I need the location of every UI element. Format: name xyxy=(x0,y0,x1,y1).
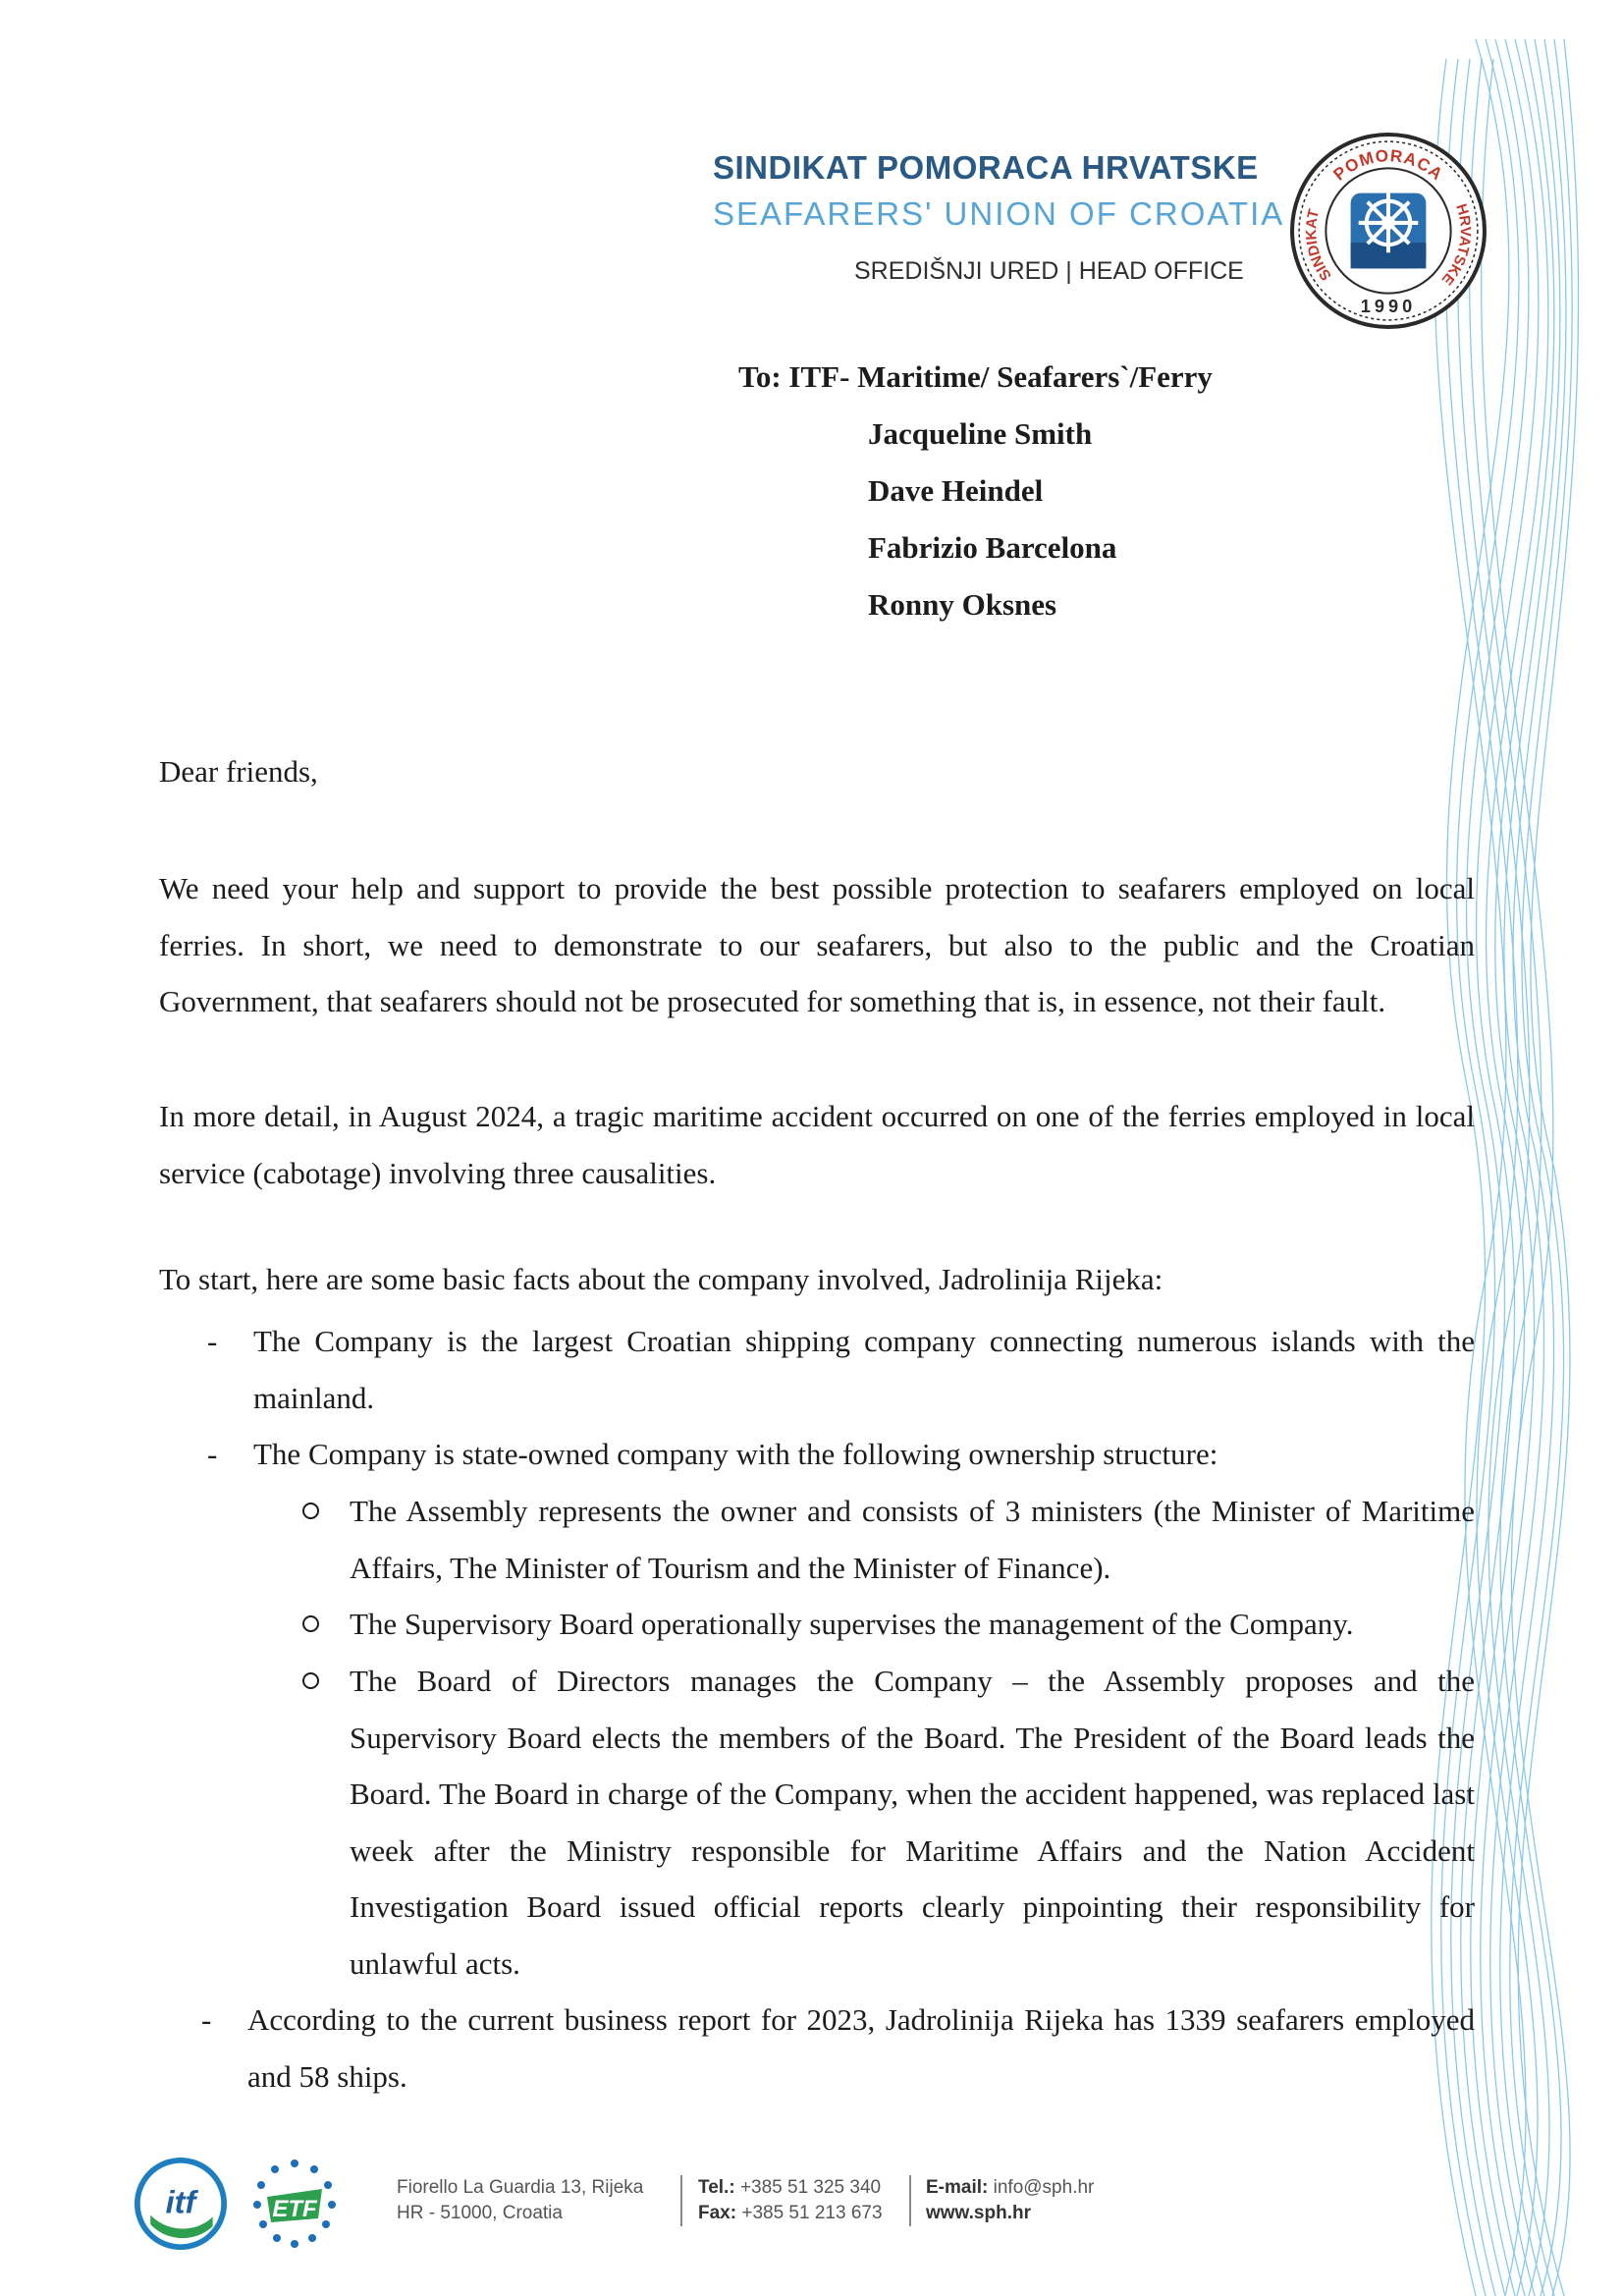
seal-right-text: HRVATSKE xyxy=(1437,201,1474,289)
recipient-name: Jacqueline Smith xyxy=(868,416,1093,451)
footer-contact xyxy=(926,2175,1094,2226)
recipient-name: Ronny Oksnes xyxy=(868,587,1057,622)
website-link[interactable]: www.sph.hr xyxy=(926,2203,1031,2223)
email-label: E-mail: xyxy=(926,2177,989,2198)
facts-intro: To start, here are some basic facts about the company involved, Jadrolinija Rijeka: xyxy=(159,1262,1163,1296)
sub-bullet-item: The Assembly represents the owner and consists of 3 ministers (the Minister of Maritime Affairs, The Minister of Tourism and the Minister of Finance). xyxy=(350,1494,1475,1585)
tel-number[interactable]: +385 51 325 340 xyxy=(739,2177,882,2198)
org-name-croatian: SINDIKAT POMORACA HRVATSKE xyxy=(713,149,1259,186)
union-seal-logo xyxy=(1289,132,1488,330)
bullet-dash: - xyxy=(207,1437,218,1471)
seal-left-text: SINDIKAT xyxy=(1303,207,1335,284)
etf-logo xyxy=(245,2154,344,2252)
paragraph-2: In more detail, in August 2024, a tragic maritime accident occurred on one of the ferries employed in local service (cabotage) involving three causalities. xyxy=(159,1099,1475,1190)
bullet-item: The Company is the largest Croatian shipping company connecting numerous islands with the mainland. xyxy=(253,1324,1475,1415)
recipient-name: Fabrizio Barcelona xyxy=(868,530,1117,565)
recipient-name: Dave Heindel xyxy=(868,473,1044,508)
sub-bullet-item: The Supervisory Board operationally supervises the management of the Company. xyxy=(350,1607,1354,1641)
fax-label: Fax: xyxy=(698,2203,737,2223)
footer-phone xyxy=(698,2175,883,2226)
head-office-label: SREDIŠNJI URED | HEAD OFFICE xyxy=(854,257,1244,285)
bullet-dash: - xyxy=(207,1324,218,1358)
footer-address xyxy=(397,2175,643,2226)
email-link[interactable]: info@sph.hr xyxy=(993,2177,1095,2198)
sub-bullet-item: The Board of Directors manages the Company – the Assembly proposes and the Supervisory Board elects the members of the Board. The President of the Board leads the Board. The Board in charge of the Company, when the accident happened, was replaced last week after the Ministry responsible for Maritime Affairs and the Nation Accident Investigation Board issued official reports clearly pinpointing their responsibility for unlawful acts. xyxy=(350,1664,1475,1981)
fax-number: +385 51 213 673 xyxy=(741,2203,883,2223)
address-line-2: HR - 51000, Croatia xyxy=(397,2203,563,2223)
greeting: Dear friends, xyxy=(159,754,318,789)
bullet-dash: - xyxy=(201,2002,212,2037)
bullet-item: The Company is state-owned company with the following ownership structure: xyxy=(253,1437,1218,1471)
etf-logo-text: ETF xyxy=(272,2196,317,2222)
itf-logo-text: itf xyxy=(165,2183,196,2220)
sub-bullet-marker xyxy=(302,1615,319,1632)
bullet-item: According to the current business report for 2023, Jadrolinija Rijeka has 1339 seafarers employed and 58 ships. xyxy=(247,2002,1475,2094)
footer-divider xyxy=(680,2175,682,2226)
itf-logo xyxy=(134,2157,228,2251)
to-line: To: ITF- Maritime/ Seafarers`/Ferry xyxy=(738,359,1213,394)
org-name-english: SEAFARERS' UNION OF CROATIA xyxy=(713,195,1285,232)
sub-bullet-marker xyxy=(302,1503,319,1519)
seal-top-text: POMORACA xyxy=(1328,145,1448,185)
address-line-1: Fiorello La Guardia 13, Rijeka xyxy=(397,2177,644,2198)
paragraph-1: We need your help and support to provide the best possible protection to seafarers employed on local ferries. In short, we need to demonstrate to our seafarers, but also to the public and the Croatian Government, that seafarers should not be prosecuted for something that is, in essence, not their fault. xyxy=(159,871,1475,1018)
tel-label: Tel.: xyxy=(698,2177,735,2198)
sub-bullet-marker xyxy=(302,1672,319,1689)
footer-divider xyxy=(909,2175,911,2226)
seal-year: 1990 xyxy=(1360,296,1417,316)
